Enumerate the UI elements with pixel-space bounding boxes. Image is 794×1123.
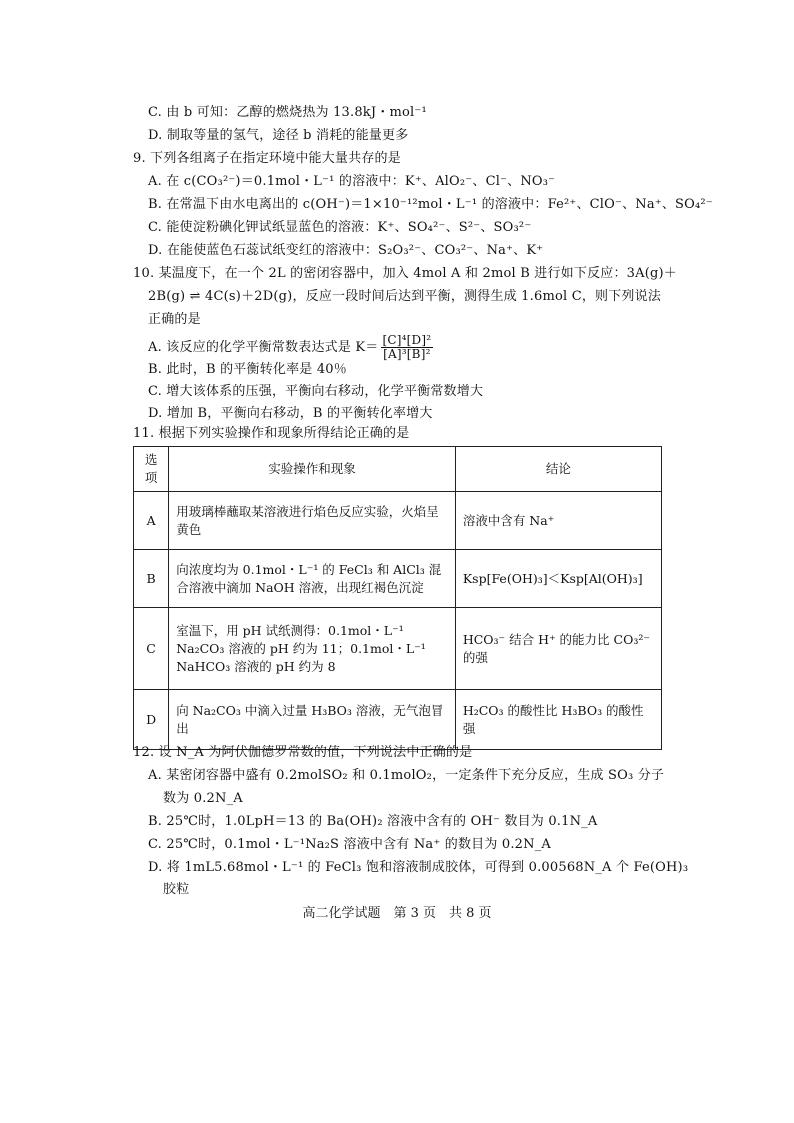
header-conclusion: 结论 bbox=[455, 447, 661, 492]
row-option: C bbox=[134, 608, 169, 690]
q12-stem: 12. 设 N_A 为阿伏伽德罗常数的值，下列说法中正确的是 bbox=[133, 745, 473, 760]
table-row bbox=[134, 550, 662, 608]
q10-option-c: C. 增大该体系的压强，平衡向右移动，化学平衡常数增大 bbox=[148, 384, 484, 399]
row-option: B bbox=[134, 550, 169, 608]
q12-option-a-line2: 数为 0.2N_A bbox=[163, 791, 243, 806]
equilibrium-constant-fraction bbox=[381, 334, 434, 361]
row-option: D bbox=[134, 690, 169, 750]
row-conclusion: HCO₃⁻ 结合 H⁺ 的能力比 CO₃²⁻ 的强 bbox=[455, 608, 661, 690]
q11-stem: 11. 根据下列实验操作和现象所得结论正确的是 bbox=[133, 426, 410, 441]
q10-option-a-text: A. 该反应的化学平衡常数表达式是 K＝ bbox=[148, 340, 379, 355]
q9-stem: 9. 下列各组离子在指定环境中能大量共存的是 bbox=[133, 151, 401, 166]
table-row bbox=[134, 690, 662, 750]
row-conclusion: H₂CO₃ 的酸性比 H₃BO₃ 的酸性强 bbox=[455, 690, 661, 750]
q12-option-d-line2: 胶粒 bbox=[163, 882, 190, 897]
row-conclusion: Ksp[Fe(OH)₃]＜Ksp[Al(OH)₃] bbox=[455, 550, 661, 608]
q10-stem-line1: 10. 某温度下，在一个 2L 的密闭容器中，加入 4mol A 和 2mol B 进行如下反应：3A(g)＋ bbox=[133, 266, 678, 281]
q12-option-c: C. 25℃时，0.1mol・L⁻¹Na₂S 溶液中含有 Na⁺ 的数目为 0.2N_A bbox=[148, 837, 552, 852]
header-option: 选项 bbox=[134, 447, 169, 492]
fraction-numerator: [C]⁴[D]² bbox=[382, 333, 432, 347]
row-operation: 向 Na₂CO₃ 中滴入过量 H₃BO₃ 溶液，无气泡冒出 bbox=[169, 690, 456, 750]
table-row bbox=[134, 608, 662, 690]
row-conclusion: 溶液中含有 Na⁺ bbox=[455, 492, 661, 550]
header-operation: 实验操作和现象 bbox=[169, 447, 456, 492]
q10-option-a bbox=[148, 334, 433, 361]
row-operation: 用玻璃棒蘸取某溶液进行焰色反应实验，火焰呈黄色 bbox=[169, 492, 456, 550]
q9-option-a: A. 在 c(CO₃²⁻)＝0.1mol・L⁻¹ 的溶液中：K⁺、AlO₂⁻、Cl⁻、NO₃⁻ bbox=[148, 174, 556, 189]
fraction-denominator: [A]³[B]² bbox=[383, 347, 431, 361]
q9-option-c: C. 能使淀粉碘化钾试纸显蓝色的溶液：K⁺、SO₄²⁻、S²⁻、SO₃²⁻ bbox=[148, 220, 532, 235]
q10-stem-line2: 2B(g) ⇌ 4C(s)＋2D(g)，反应一段时间后达到平衡，测得生成 1.6mol C，则下列说法 bbox=[148, 289, 662, 304]
row-operation: 室温下，用 pH 试纸测得：0.1mol・L⁻¹ Na₂CO₃ 溶液的 pH 约为 11；0.1mol・L⁻¹ NaHCO₃ 溶液的 pH 约为 8 bbox=[169, 608, 456, 690]
q9-option-d: D. 在能使蓝色石蕊试纸变红的溶液中：S₂O₃²⁻、CO₃²⁻、Na⁺、K⁺ bbox=[148, 243, 544, 258]
row-operation: 向浓度均为 0.1mol・L⁻¹ 的 FeCl₃ 和 AlCl₃ 混合溶液中滴加 NaOH 溶液，出现红褐色沉淀 bbox=[169, 550, 456, 608]
q9-option-b: B. 在常温下由水电离出的 c(OH⁻)＝1×10⁻¹²mol・L⁻¹ 的溶液中：Fe²⁺、ClO⁻、Na⁺、SO₄²⁻ bbox=[148, 197, 713, 212]
q8-option-d: D. 制取等量的氢气，途径 b 消耗的能量更多 bbox=[148, 128, 409, 143]
q12-option-a-line1: A. 某密闭容器中盛有 0.2molSO₂ 和 0.1molO₂，一定条件下充分反应，生成 SO₃ 分子 bbox=[148, 768, 665, 783]
q12-option-b: B. 25℃时，1.0LpH＝13 的 Ba(OH)₂ 溶液中含有的 OH⁻ 数目为 0.1N_A bbox=[148, 814, 598, 829]
q12-option-d-line1: D. 将 1mL5.68mol・L⁻¹ 的 FeCl₃ 饱和溶液制成胶体，可得到 0.00568N_A 个 Fe(OH)₃ bbox=[148, 860, 689, 875]
q10-option-b: B. 此时，B 的平衡转化率是 40％ bbox=[148, 362, 347, 377]
q8-option-c: C. 由 b 可知：乙醇的燃烧热为 13.8kJ・mol⁻¹ bbox=[148, 105, 427, 120]
page-footer: 高二化学试题 第 3 页 共 8 页 bbox=[302, 906, 492, 921]
q10-option-d: D. 增加 B，平衡向右移动，B 的平衡转化率增大 bbox=[148, 406, 433, 421]
experiment-table bbox=[133, 446, 662, 750]
row-option: A bbox=[134, 492, 169, 550]
q10-stem-line3: 正确的是 bbox=[148, 312, 201, 327]
table-row bbox=[134, 492, 662, 550]
table-header-row bbox=[134, 447, 662, 492]
